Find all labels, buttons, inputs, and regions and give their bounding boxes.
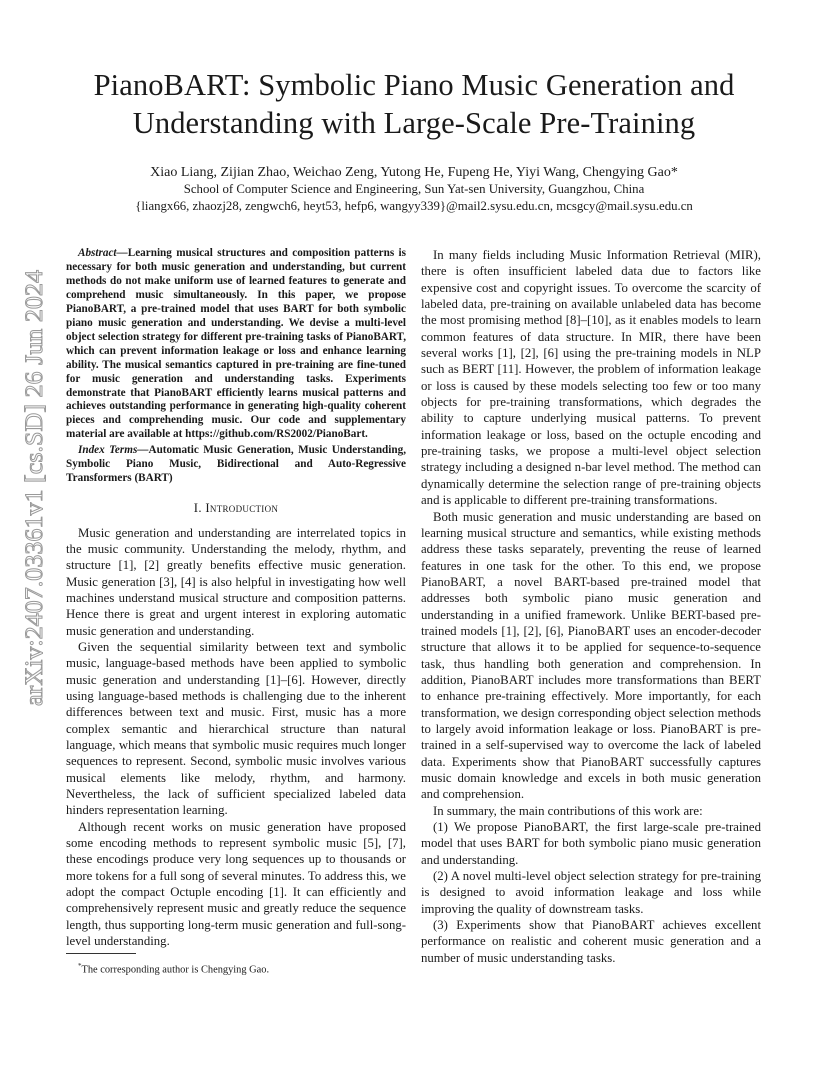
paragraph: Music generation and understanding are interrelated topics in the music community. Understanding the melody, rhythm, and structure [1], [2] greatly benefits effective music generation. Music generation [3], [4] is also helpful in investigating how well machines understand musical structure and composition patterns. Hence there is great and urgent interest in exploring automatic music generation and understanding. bbox=[66, 525, 406, 638]
abstract-text: Learning musical structures and composition patterns is necessary for both music generation and understanding, but current methods do not make uniform use of learned features to generate and comprehend music simultaneously. In this paper, we propose PianoBART, a pre-trained model that uses BART for both symbolic piano music generation and understanding. We devise a multi-level object selection strategy for different pre-training tasks of PianoBART, which can prevent information leakage or loss and enhance learning ability. The musical semantics captured in pre-training are fine-tuned for music generation and understanding tasks. Experiments demonstrate that PianoBART efficiently learns musical patterns and achieves outstanding performance in generating high-quality coherent pieces and comprehending music. Our code and supplementary material are available at https://github.com/RS2002/PianoBart. bbox=[66, 247, 406, 441]
left-column bbox=[66, 247, 406, 949]
index-terms-label: Index Terms— bbox=[78, 444, 149, 457]
abstract bbox=[66, 247, 406, 442]
paragraph: Although recent works on music generation have proposed some encoding methods to represent symbolic music [5], [7], these encodings produce very long sequences up to thousands or more tokens for a full song of several minutes. To address this, we adopt the compact Octuple encoding [1]. It can efficiently and comprehensively represent music and greatly reduce the sequence length, thus supporting long-term music generation and full-song-level understanding. bbox=[66, 819, 406, 949]
contribution-item: (1) We propose PianoBART, the first large-scale pre-trained model that uses BART for both symbolic piano music generation and understanding. bbox=[421, 820, 761, 867]
author-list: Xiao Liang, Zijian Zhao, Weichao Zeng, Yutong He, Fupeng He, Yiyi Wang, Chengying Gao* bbox=[150, 165, 678, 180]
index-terms bbox=[66, 444, 406, 486]
footnote-text: The corresponding author is Chengying Gao. bbox=[81, 964, 270, 976]
contribution-item: (2) A novel multi-level object selection strategy for pre-training is designed to avoid information leakage and loss while improving the quality of downstream tasks. bbox=[421, 869, 761, 916]
arxiv-stamp bbox=[16, 264, 50, 710]
paragraph: In many fields including Music Information Retrieval (MIR), there is often insufficient labeled data due to factors like expensive cost and copyright issues. To overcome the scarcity of labeled data, pre-training on available unlabeled data has become the most promising method [8]–[10], as it enables models to learn common features of data structure. In MIR, there have been several works [1], [2], [6] using the pre-training models in NLP such as BERT [11]. However, the problem of information leakage or loss is caused by these models selecting too few or too many objects for pre-training transformations, which degrades the ability to capture underlying musical patterns. To prevent information leakage or loss, based on the octuple encoding and pre-training tasks, we propose a multi-level object selection strategy including a designed n-bar level method. The method can dynamically determine the selection range of pre-training objects and is applicable to different pre-training transformations. bbox=[421, 248, 761, 508]
contribution-item: (3) Experiments show that PianoBART achieves excellent performance on realistic and coherent music generation and a number of music understanding tasks. bbox=[421, 918, 761, 965]
paragraph: In summary, the main contributions of this work are: bbox=[433, 803, 703, 818]
paragraph: Both music generation and music understanding are based on learning musical structure and semantics, while existing methods address these tasks separately, preventing the reuse of learned features in one task for the other. To this end, we propose PianoBART, a novel BART-based pre-trained model that addresses both symbolic piano music generation and understanding in a unified framework. Unlike BERT-based pre-trained models [1], [2], [6], PianoBART uses an encoder-decoder structure that allows it to be applied for sequence-to-sequence task, thus handling both generation and comprehension. In addition, PianoBART includes more transformations than BERT to enhance pre-training effectively. More importantly, for each transformation, we design corresponding object selection methods to largely avoid information leakage or loss. PianoBART is pre-trained in a self-supervised way to overcome the lack of labeled data. Experiments show that PianoBART successfully captures music domain knowledge and excels in both music generation and comprehension. bbox=[421, 509, 761, 802]
abstract-label: Abstract— bbox=[78, 247, 128, 259]
paragraph: Given the sequential similarity between text and symbolic music, language-based methods have been applied to symbolic music generation and understanding [1]–[6]. However, directly using language-based methods is challenging due to the inherent differences between text and music. First, music has a more complex semantic and hierarchical structure than natural language, which means that symbolic music requires much longer sequences to represent. Second, symbolic music involves various musical elements like melody, rhythm, and harmony. Nevertheless, the lack of sufficient specialized labeled data hinders representation learning. bbox=[66, 639, 406, 818]
footnote-mark: * bbox=[78, 962, 82, 970]
paper-title: PianoBART: Symbolic Piano Music Generation and Understanding with Large-Scale Pre-Training bbox=[93, 68, 735, 140]
section-title: Introduction bbox=[205, 501, 279, 516]
author-emails: {liangx66, zhaozj28, zengwch6, heyt53, hefp6, wangyy339}@mail2.sysu.edu.cn, mcsgcy@mail.sysu.edu.cn bbox=[135, 199, 693, 213]
arxiv-id: arXiv:2407.03361v1 [cs.SD] 26 Jun 2024 bbox=[19, 279, 48, 706]
index-terms-text: Automatic Music Generation, Music Understanding, Symbolic Piano Music, Bidirectional and Auto-Regressive Transformers (BART) bbox=[66, 444, 406, 485]
section-heading bbox=[66, 500, 406, 516]
affiliation: School of Computer Science and Engineering, Sun Yat-sen University, Guangzhou, China bbox=[183, 182, 645, 196]
footnote bbox=[66, 959, 406, 977]
footnote-rule bbox=[66, 953, 136, 954]
section-number: I. bbox=[193, 501, 206, 516]
right-column bbox=[421, 247, 761, 966]
